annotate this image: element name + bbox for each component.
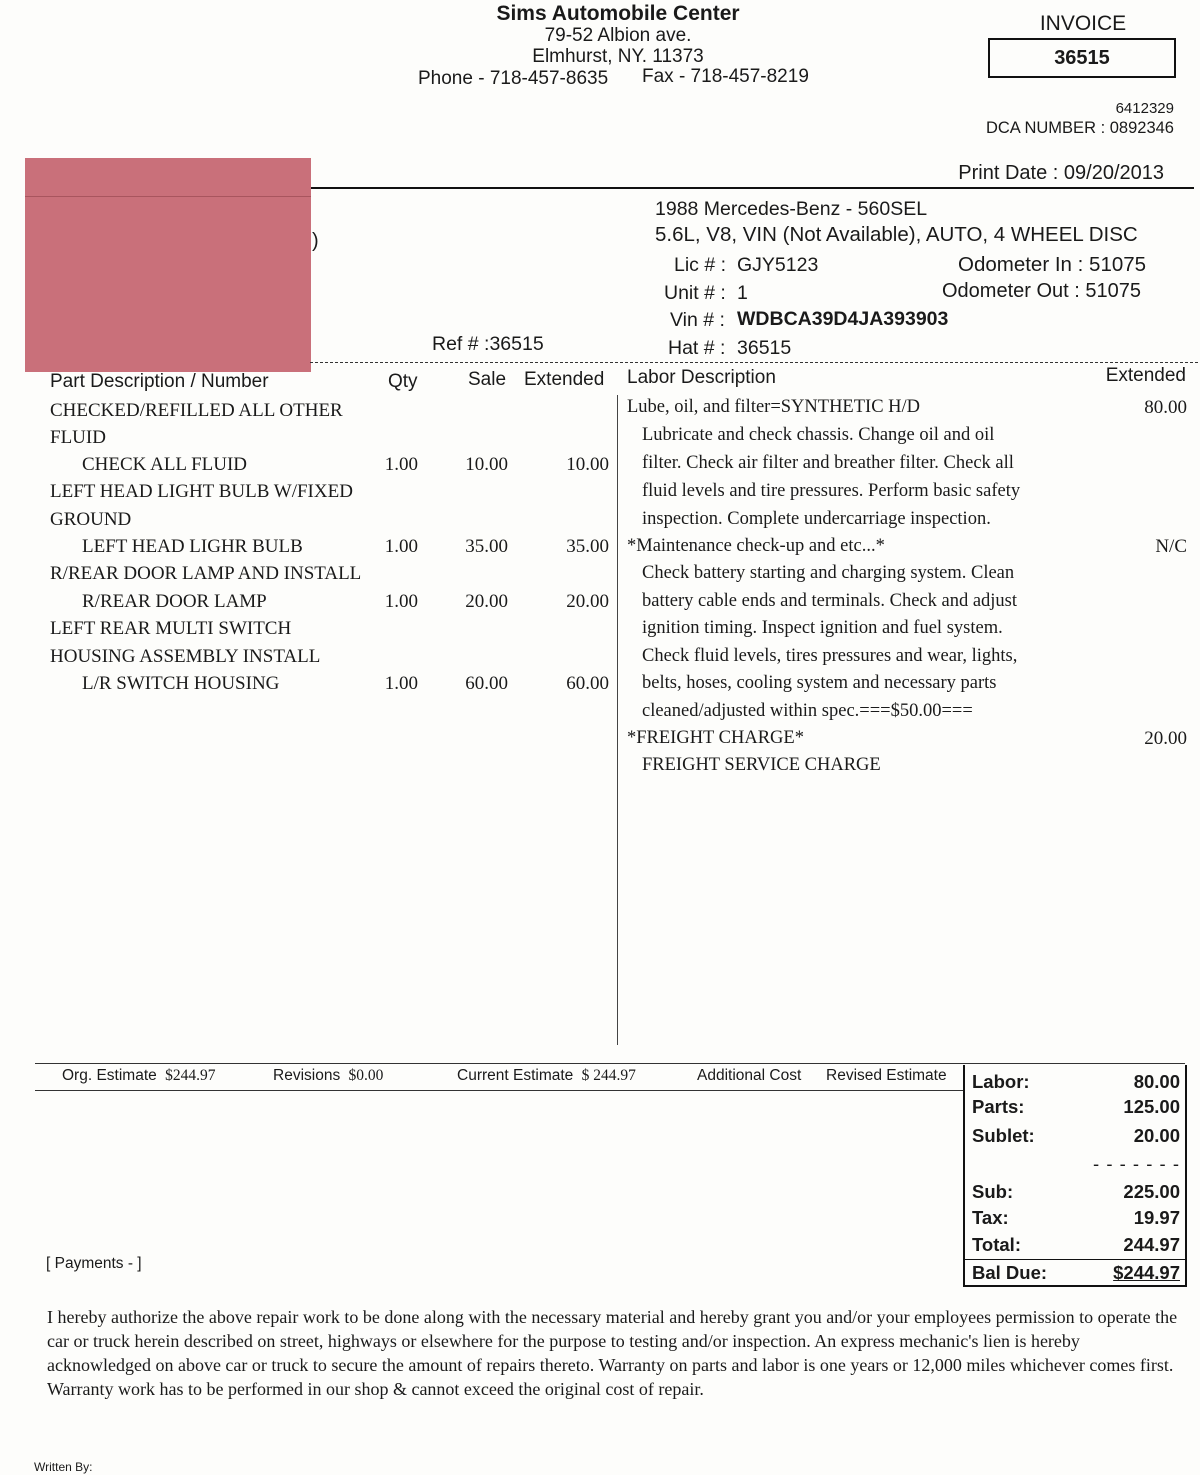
estimate-bottom-line xyxy=(35,1090,963,1091)
redaction-block xyxy=(25,158,311,372)
odometer-in xyxy=(958,253,1146,277)
shop-phone: Phone - 718-457-8635 xyxy=(418,68,609,89)
labor-line: filter. Check air filter and breather filter. Check all xyxy=(642,453,1014,473)
print-date-value: 09/20/2013 xyxy=(1063,162,1164,184)
odometer-in-value: 51075 xyxy=(1089,253,1147,276)
part-extended: 35.00 xyxy=(566,536,609,557)
part-sale: 10.00 xyxy=(465,454,508,475)
labor-line: Lubricate and check chassis. Change oil and oil xyxy=(642,425,995,445)
labor-amount: 20.00 xyxy=(1144,728,1187,749)
estimate-top-line xyxy=(35,1063,1185,1064)
unit-value: 1 xyxy=(737,282,748,304)
part-description: LEFT HEAD LIGHT BULB W/FIXED xyxy=(50,481,353,502)
part-qty: 1.00 xyxy=(384,673,418,694)
part-description: CHECKED/REFILLED ALL OTHER xyxy=(50,400,343,421)
part-extended: 10.00 xyxy=(566,454,609,475)
tax-label: Tax: xyxy=(972,1207,1009,1228)
lic-value: GJY5123 xyxy=(737,254,819,276)
grand-total-value: 244.97 xyxy=(1123,1234,1180,1255)
part-item: CHECK ALL FLUID xyxy=(82,454,248,475)
shop-address-1: 79-52 Albion ave. xyxy=(544,25,692,46)
dca-label: DCA NUMBER : xyxy=(985,119,1106,137)
sublet-total-label: Sublet: xyxy=(972,1125,1035,1146)
column-header-top-line xyxy=(310,362,1198,363)
labor-line: ignition timing. Inspect ignition and fuel system. xyxy=(642,618,1003,638)
authorization-text: I hereby authorize the above repair work to be done along with the necessary material and hereby grant you and/or your employees permission to operate the car or truck herein described on street, highways or elsewhere for the purpose to testing and/or inspection. An express mechanic's lien is hereby acknowledged on above car or truck to secure the amount of repairs thereto. Warranty on parts and labor is one years or 12,000 miles whichever comes first. Warranty work has to be performed in our shop & cannot exceed the original cost of repair. xyxy=(47,1307,1178,1399)
totals-divider: - - - - - - - xyxy=(1093,1153,1180,1174)
labor-title: *Maintenance check-up and etc...* xyxy=(627,536,885,556)
written-by-label: Written By: xyxy=(34,1460,93,1474)
labor-line: cleaned/adjusted within spec.===$50.00=== xyxy=(642,701,973,721)
part-item: LEFT HEAD LIGHR BULB xyxy=(82,536,303,557)
sub-total-value: 225.00 xyxy=(1123,1181,1180,1202)
current-estimate-label: Current Estimate xyxy=(457,1067,574,1084)
revised-estimate-label: Revised Estimate xyxy=(826,1067,947,1084)
odometer-in-label: Odometer In : xyxy=(958,253,1084,276)
org-estimate-label: Org. Estimate xyxy=(62,1067,157,1084)
col-extended: Extended xyxy=(524,369,605,390)
part-description: R/REAR DOOR LAMP AND INSTALL xyxy=(50,563,362,584)
labor-line: belts, hoses, cooling system and necessary parts xyxy=(642,673,997,693)
hat-value: 36515 xyxy=(737,337,792,359)
shop-address-2: Elmhurst, NY. 11373 xyxy=(532,46,704,67)
print-date-label: Print Date : xyxy=(958,162,1059,184)
part-qty: 1.00 xyxy=(384,536,418,557)
unit-label: Unit # : xyxy=(664,282,726,304)
ref-number xyxy=(432,333,544,356)
vin-label: Vin # : xyxy=(670,309,725,331)
grand-total-label: Total: xyxy=(972,1234,1021,1255)
vehicle-line-2: 5.6L, V8, VIN (Not Available), AUTO, 4 WHEEL DISC xyxy=(655,223,1138,246)
revisions xyxy=(273,1067,383,1085)
part-sale: 20.00 xyxy=(465,591,508,612)
col-qty: Qty xyxy=(388,371,418,392)
odometer-out-label: Odometer Out : xyxy=(942,280,1080,302)
sub-total-label: Sub: xyxy=(972,1181,1014,1202)
part-description: LEFT REAR MULTI SWITCH xyxy=(50,618,292,639)
partial-character: ) xyxy=(312,230,319,252)
lic-label: Lic # : xyxy=(674,254,727,276)
part-qty: 1.00 xyxy=(384,591,418,612)
labor-total-label: Labor: xyxy=(972,1071,1030,1092)
part-description: GROUND xyxy=(50,509,132,530)
part-sale: 60.00 xyxy=(465,673,508,694)
invoice-number: 36515 xyxy=(1054,47,1110,69)
parts-total-value: 125.00 xyxy=(1123,1096,1180,1117)
sublet-total-value: 20.00 xyxy=(1133,1125,1180,1146)
odometer-out xyxy=(942,280,1141,303)
invoice-id-number: 6412329 xyxy=(1115,100,1174,117)
col-sale: Sale xyxy=(468,369,507,390)
current-estimate-value: $ 244.97 xyxy=(581,1067,636,1084)
additional-cost-label: Additional Cost xyxy=(697,1067,802,1084)
labor-amount: N/C xyxy=(1155,536,1187,557)
part-qty: 1.00 xyxy=(384,454,418,475)
org-estimate-value: $244.97 xyxy=(165,1067,216,1084)
dca-value: 0892346 xyxy=(1109,119,1174,137)
part-extended: 20.00 xyxy=(566,591,609,612)
parts-total-label: Parts: xyxy=(972,1096,1025,1117)
col-part-description: Part Description / Number xyxy=(50,371,269,392)
part-description: HOUSING ASSEMBLY INSTALL xyxy=(50,646,321,667)
labor-line: fluid levels and tire pressures. Perform basic safety xyxy=(642,481,1021,501)
labor-line: Check fluid levels, tires pressures and wear, lights, xyxy=(642,646,1018,666)
vin-value: WDBCA39D4JA393903 xyxy=(737,308,949,330)
balance-divider xyxy=(965,1259,1185,1260)
labor-line: battery cable ends and terminals. Check and adjust xyxy=(642,591,1018,611)
revisions-value: $0.00 xyxy=(348,1067,384,1084)
odometer-out-value: 51075 xyxy=(1085,280,1142,302)
labor-title: Lube, oil, and filter=SYNTHETIC H/D xyxy=(627,397,921,417)
part-extended: 60.00 xyxy=(566,673,609,694)
shop-name: Sims Automobile Center xyxy=(496,2,740,25)
part-item: L/R SWITCH HOUSING xyxy=(82,673,280,694)
invoice-number-box xyxy=(988,38,1176,78)
totals-box xyxy=(963,1065,1187,1287)
part-description: FLUID xyxy=(50,427,106,448)
labor-line: inspection. Complete undercarriage inspection. xyxy=(642,509,991,529)
balance-due-value: $244.97 xyxy=(1113,1262,1180,1283)
part-sale: 35.00 xyxy=(465,536,508,557)
invoice-label: INVOICE xyxy=(1039,12,1127,35)
labor-line: FREIGHT SERVICE CHARGE xyxy=(642,755,881,775)
ref-value: 36515 xyxy=(489,333,544,355)
labor-title: *FREIGHT CHARGE* xyxy=(627,728,804,748)
current-estimate xyxy=(457,1067,636,1085)
payments: [ Payments - ] xyxy=(46,1255,142,1272)
revisions-label: Revisions xyxy=(273,1067,341,1084)
ref-label: Ref # : xyxy=(432,333,490,355)
labor-line: Check battery starting and charging system. Clean xyxy=(642,563,1015,583)
vehicle-line-1: 1988 Mercedes-Benz - 560SEL xyxy=(655,198,928,220)
col-labor-description: Labor Description xyxy=(627,367,776,388)
hat-label: Hat # : xyxy=(668,337,726,359)
redaction-fold-line xyxy=(25,196,311,197)
labor-total-value: 80.00 xyxy=(1133,1071,1180,1092)
header-divider xyxy=(310,187,1194,189)
labor-amount: 80.00 xyxy=(1144,397,1187,418)
shop-fax: Fax - 718-457-8219 xyxy=(642,66,809,87)
tax-value: 19.97 xyxy=(1133,1207,1180,1228)
print-date xyxy=(958,162,1164,185)
org-estimate xyxy=(62,1067,215,1085)
part-item: R/REAR DOOR LAMP xyxy=(82,591,267,612)
balance-due-label: Bal Due: xyxy=(972,1262,1048,1283)
column-divider xyxy=(617,395,618,1045)
col-labor-extended: Extended xyxy=(1105,365,1186,386)
dca-number xyxy=(986,119,1174,138)
